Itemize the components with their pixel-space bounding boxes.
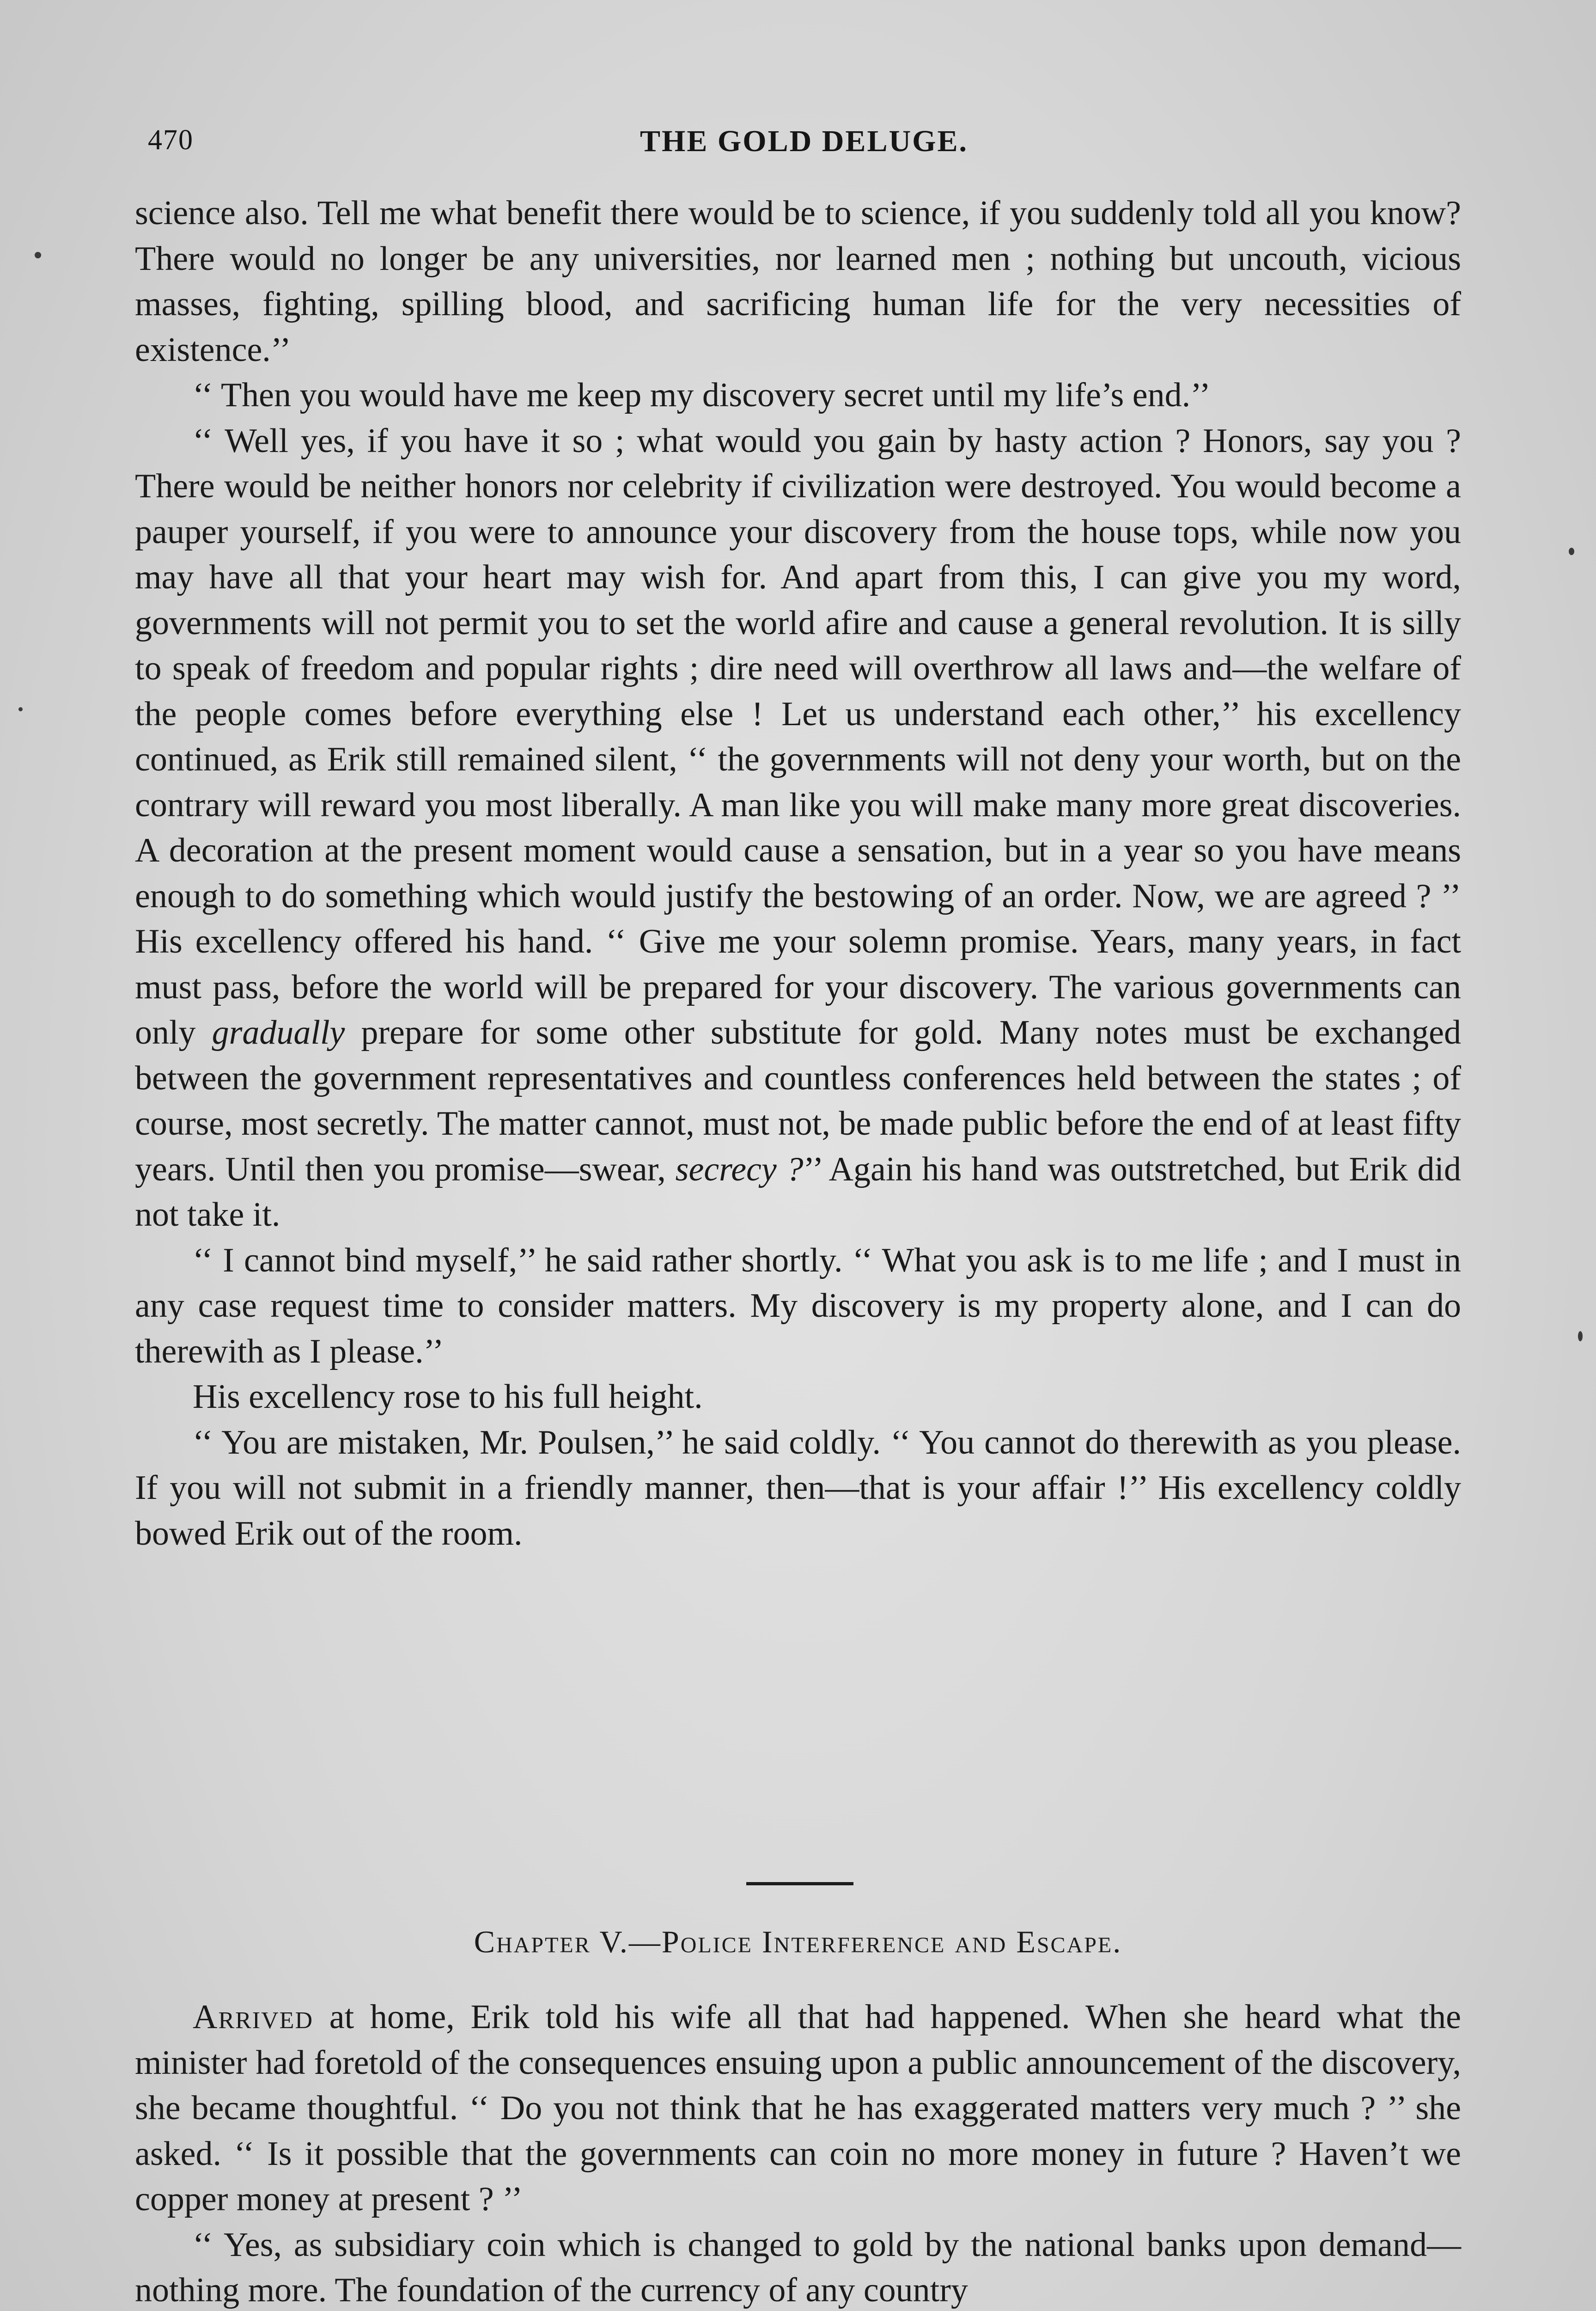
paragraph: ‘‘ Yes, as subsidiary coin which is changed to gold by the national banks upon demand—nothing more. The foundation of the currency of any country [135, 2225, 1461, 2309]
paragraph-text: prepare for some other substitute for gold. Many notes must be exchanged between the government representatives and countless conferences held between the states ; of course, most secretly. The matter cannot, must not, be made public before the end of at least fifty years. Until then you promise—swear, [135, 1014, 1461, 1188]
print-speck [35, 252, 41, 258]
paragraph-text: at home, Erik told his wife all that had happened. When she heard what the minister had foretold of the consequences ensuing upon a public announcement of the discovery, she became thoughtful. ‘‘ Do you not think that he has exaggerated matters very much ? ’’ she asked. ‘‘ Is it possible that the governments can coin no more money in future ? Haven’t we copper money at present ? ’’ [135, 1998, 1461, 2218]
running-title: THE GOLD DELUGE. [640, 124, 968, 158]
chapter-heading: Chapter V.—Police Interference and Escape. [474, 1924, 1122, 1959]
lead-word: Arrived [193, 1998, 313, 2036]
paragraph-text: ‘‘ Well yes, if you have it so ; what would you gain by hasty action ? Honors, say you ? There would be neither honors nor celebrity if civilization were destroyed. You would become a pauper yourself, if you were to announce your discovery from the house tops, while now you may have all that your heart may wish for. And apart from this, I can give you my word, governments will not permit you to set the world afire and cause a general revolution. It is silly to speak of freedom and popular rights ; dire need will overthrow all laws and—the welfare of the people comes before everything else ! Let us understand each other,’’ his excellency continued, as Erik still remained silent, ‘‘ the governments will not deny your worth, but on the contrary will reward you most liberally. A man like you will make many more great discoveries. A decoration at the present moment would cause a sensation, but in a year so you have means enough to do something which would justify the bestowing of an order. Now, we are agreed ? ’’ His excellency offered his hand. ‘‘ Give me your solemn promise. Years, many years, in fact must pass, before the world will be prepared for your discovery. The various governments can only [135, 422, 1461, 1052]
paragraph: science also. Tell me what benefit there would be to science, if you suddenly told all you know? There would no longer be any universities, nor learned men ; nothing but uncouth, vicious masses, fighting, spilling blood, and sacrificing human life for the very necessities of existence.’’ [135, 194, 1461, 369]
running-header [148, 124, 1460, 165]
italic-word: secrecy ? [675, 1150, 804, 1188]
upper-text-block [135, 190, 1461, 1556]
paragraph: His excellency rose to his full height. [193, 1378, 703, 1416]
print-speck [1569, 548, 1574, 555]
section-divider [746, 1882, 853, 1885]
paragraph-text: ’’ Again his hand was outstretched, but Erik did not take it. [135, 1150, 1461, 1234]
paragraph: ‘‘ Then you would have me keep my discovery secret until my life’s end.’’ [193, 376, 1211, 414]
paragraph [135, 1994, 1461, 2222]
page-number: 470 [148, 124, 194, 156]
print-speck [18, 707, 23, 711]
paragraph: ‘‘ I cannot bind myself,’’ he said rather shortly. ‘‘ What you ask is to me life ; and I must in any case request time to consider matters. My discovery is my property alone, and I can do therewith as I please.’’ [135, 1241, 1461, 1370]
italic-word: gradually [212, 1014, 345, 1052]
paragraph-long [135, 418, 1461, 1238]
paragraph: ‘‘ You are mistaken, Mr. Poulsen,’’ he said coldly. ‘‘ You cannot do therewith as you please. If you will not submit in a friendly manner, then—that is your affair !’’ His excellency coldly bowed Erik out of the room. [135, 1423, 1461, 1553]
lower-text-block [135, 1994, 1461, 2311]
print-speck [1578, 1331, 1583, 1341]
